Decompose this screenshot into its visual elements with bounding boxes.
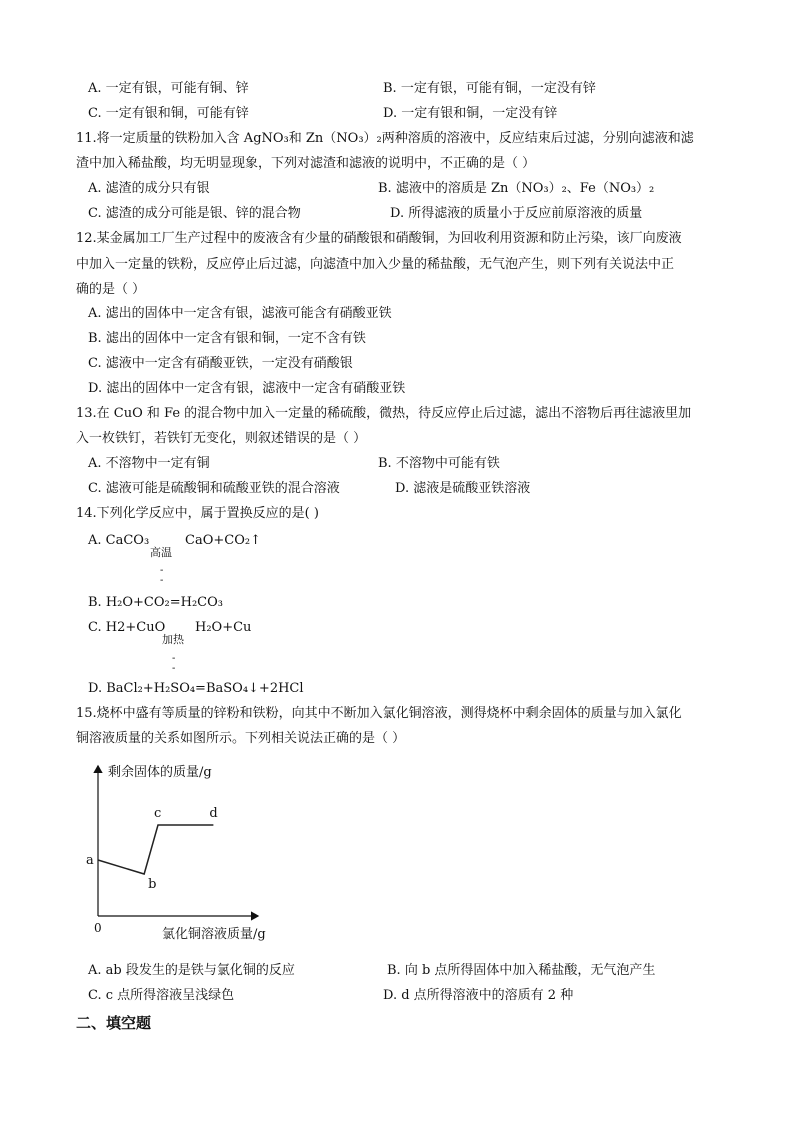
section-heading: 二、填空题 (76, 1014, 152, 1032)
q14-option-c-mark: - (172, 653, 176, 664)
point-label-c: c (154, 806, 162, 821)
q14-option-d: D. BaCl₂+H₂SO₄=BaSO₄↓+2HCl (88, 681, 304, 696)
q11-stem-line1: 11.将一定质量的铁粉加入含 AgNO₃和 Zn（NO₃）₂两种溶质的溶液中，反应结束后过滤，分别向滤液和滤 (76, 131, 694, 146)
q12-stem-line1: 12.某金属加工厂生产过程中的废液含有少量的硝酸银和硝酸铜，为回收利用资源和防止污染，该厂向废液 (76, 231, 682, 246)
q15-option-c: C. c 点所得溶液呈浅绿色 (88, 988, 235, 1003)
q15-stem-line1: 15.烧杯中盛有等质量的锌粉和铁粉，向其中不断加入氯化铜溶液，测得烧杯中剩余固体的质量与加入氯化 (76, 706, 682, 721)
q14-option-c-condition: 加热 (162, 633, 184, 646)
q14-option-c-reactant: C. H2+CuO (88, 620, 166, 635)
q12-option-a: A. 滤出的固体中一定含有银，滤液可能含有硝酸亚铁 (88, 306, 392, 321)
q13-stem-line1: 13.在 CuO 和 Fe 的混合物中加入一定量的稀硫酸，微热，待反应停止后过滤，滤出不溶物后再往滤液里加 (76, 406, 692, 421)
q14-option-a-condition: 高温 (150, 546, 172, 559)
q12-stem-line2: 中加入一定量的铁粉，反应停止后过滤，向滤渣中加入少量的稀盐酸，无气泡产生，则下列有关说法中正 (76, 257, 675, 272)
q11-option-a: A. 滤渣的成分只有银 (88, 181, 210, 196)
x-axis-label: 氯化铜溶液质量/g (162, 927, 266, 942)
q10-option-d: D. 一定有银和铜，一定没有锌 (383, 106, 558, 121)
q10-option-c: C. 一定有银和铜，可能有锌 (88, 106, 249, 121)
q14-option-b: B. H₂O+CO₂=H₂CO₃ (88, 595, 223, 610)
q12-option-d: D. 滤出的固体中一定含有银，滤液中一定含有硝酸亚铁 (88, 381, 406, 396)
q14-stem: 14.下列化学反应中，属于置换反应的是( ) (76, 506, 319, 521)
q15-option-b: B. 向 b 点所得固体中加入稀盐酸，无气泡产生 (387, 963, 656, 978)
q10-option-a: A. 一定有银，可能有铜、锌 (88, 81, 249, 96)
q13-option-d: D. 滤液是硫酸亚铁溶液 (395, 481, 531, 496)
q14-option-a-mark: - (160, 575, 164, 586)
q13-stem-line2: 入一枚铁钉，若铁钉无变化，则叙述错误的是（ ） (76, 431, 367, 446)
q12-option-b: B. 滤出的固体中一定含有银和铜，一定不含有铁 (88, 331, 366, 346)
point-label-a: a (86, 853, 94, 868)
q11-option-d: D. 所得滤液的质量小于反应前原溶液的质量 (390, 206, 643, 221)
q10-option-b: B. 一定有银，可能有铜，一定没有锌 (383, 81, 596, 96)
q13-option-c: C. 滤液可能是硫酸铜和硫酸亚铁的混合溶液 (88, 481, 340, 496)
q14-option-a-reactant: A. CaCO₃ (88, 533, 150, 548)
q14-option-a-product: CaO+CO₂↑ (185, 533, 261, 548)
q15-stem-line2: 铜溶液质量的关系如图所示。下列相关说法正确的是（ ） (76, 731, 406, 746)
q15-option-d: D. d 点所得溶液中的溶质有 2 种 (383, 988, 574, 1003)
q14-option-a-mark: - (160, 565, 164, 576)
q12-option-c: C. 滤液中一定含有硝酸亚铁，一定没有硝酸银 (88, 356, 353, 371)
series-line (98, 825, 213, 874)
y-axis-label: 剩余固体的质量/g (108, 765, 212, 780)
q11-stem-line2: 渣中加入稀盐酸，均无明显现象，下列对滤渣和滤液的说明中，不正确的是（ ） (76, 156, 536, 171)
q11-option-c: C. 滤渣的成分可能是银、锌的混合物 (88, 206, 301, 221)
q13-option-b: B. 不溶物中可能有铁 (378, 456, 500, 471)
origin-label: 0 (94, 921, 102, 935)
q13-option-a: A. 不溶物中一定有铜 (88, 456, 210, 471)
q14-option-c-mark: - (172, 663, 176, 674)
mass-chart (80, 760, 290, 945)
q12-stem-line3: 确的是（ ） (76, 282, 146, 297)
point-label-b: b (148, 877, 157, 892)
q11-option-b: B. 滤液中的溶质是 Zn（NO₃）₂、Fe（NO₃）₂ (378, 181, 655, 196)
q14-option-c-product: H₂O+Cu (195, 620, 252, 635)
point-label-d: d (209, 806, 218, 821)
q15-option-a: A. ab 段发生的是铁与氯化铜的反应 (88, 963, 295, 978)
